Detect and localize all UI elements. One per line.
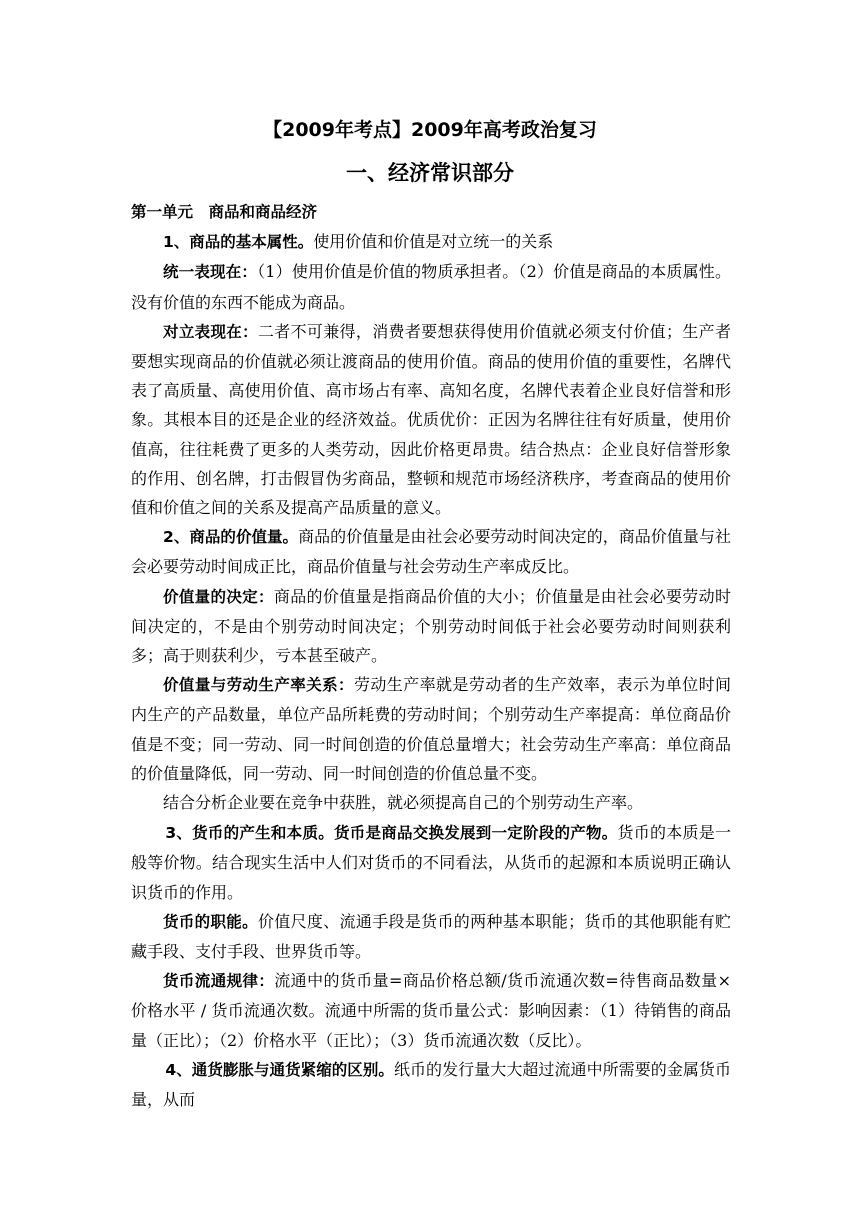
paragraph-text: 劳动生产率就是劳动者的生产效率，表示为单位时间内生产的产品数量，单位产品所耗费的劳动时间；个别劳动生产率提高：单位商品价值是不变；同一劳动、同一时间创造的价值总量增大；社会劳动生产率高：单位商品的价值量降低，同一劳动、同一时间创造的价值总量不变。 [131,675,731,783]
paragraph-text: 流通中的货币量=商品价格总额/货币流通次数=待售商品数量×价格水平 / 货币流通次数。流通中所需的货币量公式：影响因素：（1）待销售的商品量（正比）；（2）价格水平（正比）；（3）货币流通次数（反比）。 [131,971,731,1050]
section-title: 一、经济常识部分 [346,161,514,185]
paragraph-heading: 4、通货膨胀与通货紧缩的区别。 [165,1060,394,1079]
paragraph-text: 货币的本质是一般等价物。结合现实生活中人们对货币的不同看法，从货币的起源和本质说明正确认识货币的作用。 [131,823,731,902]
paragraph-text: 商品的价值量是由社会必要劳动时间决定的，商品价值量与社会必要劳动时间成正比，商品价值量与社会劳动生产率成反比。 [131,527,731,577]
paragraph [131,907,731,966]
paragraph-heading: 价值量的决定： [163,587,274,606]
paragraph-heading: 2、商品的价值量。 [163,528,299,547]
paragraph [131,788,731,818]
paragraph-text: 纸币的发行量大大超过流通中所需要的金属货币量，从而 [131,1059,731,1110]
paragraph [131,522,731,581]
unit-heading: 第一单元 商品和商品经济 [131,203,318,221]
paragraph-text: 使用价值和价值是对立统一的关系 [313,232,554,252]
paragraph-heading: 对立表现在： [163,322,258,341]
paragraph [131,670,731,788]
paragraph [131,227,731,257]
paragraph [131,257,731,316]
paragraph-heading: 价值量与劳动生产率关系： [163,676,354,695]
paragraph-heading: 货币流通规律： [163,972,275,991]
paragraph [131,966,731,1055]
paragraph-text: 价值尺度、流通手段是货币的两种基本职能；货币的其他职能有贮藏手段、支付手段、世界货币等。 [131,911,731,962]
paragraph-text: 结合分析企业要在竞争中获胜，就必须提高自己的个别劳动生产率。 [163,793,644,813]
paragraph-text: （1）使用价值是价值的物质承担者。（2）价值是商品的本质属性。没有价值的东西不能成为商品。 [131,262,731,312]
paragraph-text: 商品的价值量是指商品价值的大小；价值量是由社会必要劳动时间决定的，不是由个别劳动时间决定；个别劳动时间低于社会必要劳动时间则获利多；高于则获利少，亏本甚至破产。 [131,586,731,666]
paragraph [131,582,731,671]
paragraph [131,818,731,907]
paragraph-text: 二者不可兼得，消费者要想获得使用价值就必须支付价值；生产者要想实现商品的价值就必须让渡商品的使用价值。商品的使用价值的重要性，名牌代表了高质量、高使用价值、高市场占有率、高知名度，名牌代表着企业良好信誉和形象。其根本目的还是企业的经济效益。优质优价：正因为名牌往往有好质量，使用价值高，往往耗费了更多的人类劳动，因此价格更昂贵。结合热点：企业良好信誉形象的作用、创名牌，打击假冒伪劣商品，整顿和规范市场经济秩序，考查商品的使用价值和价值之间的关系及提高产品质量的意义。 [131,321,731,518]
document-title: 【2009年考点】2009年高考政治复习 [263,119,597,141]
paragraph-heading: 统一表现在： [163,263,258,282]
paragraph-heading: 3、货币的产生和本质。货币是商品交换发展到一定阶段的产物。 [165,824,618,843]
paragraph [131,1055,731,1114]
paragraph-heading: 1、商品的基本属性。 [163,233,314,252]
paragraph-heading: 货币的职能。 [163,912,258,931]
document-body [131,198,731,1114]
paragraph [131,317,731,522]
